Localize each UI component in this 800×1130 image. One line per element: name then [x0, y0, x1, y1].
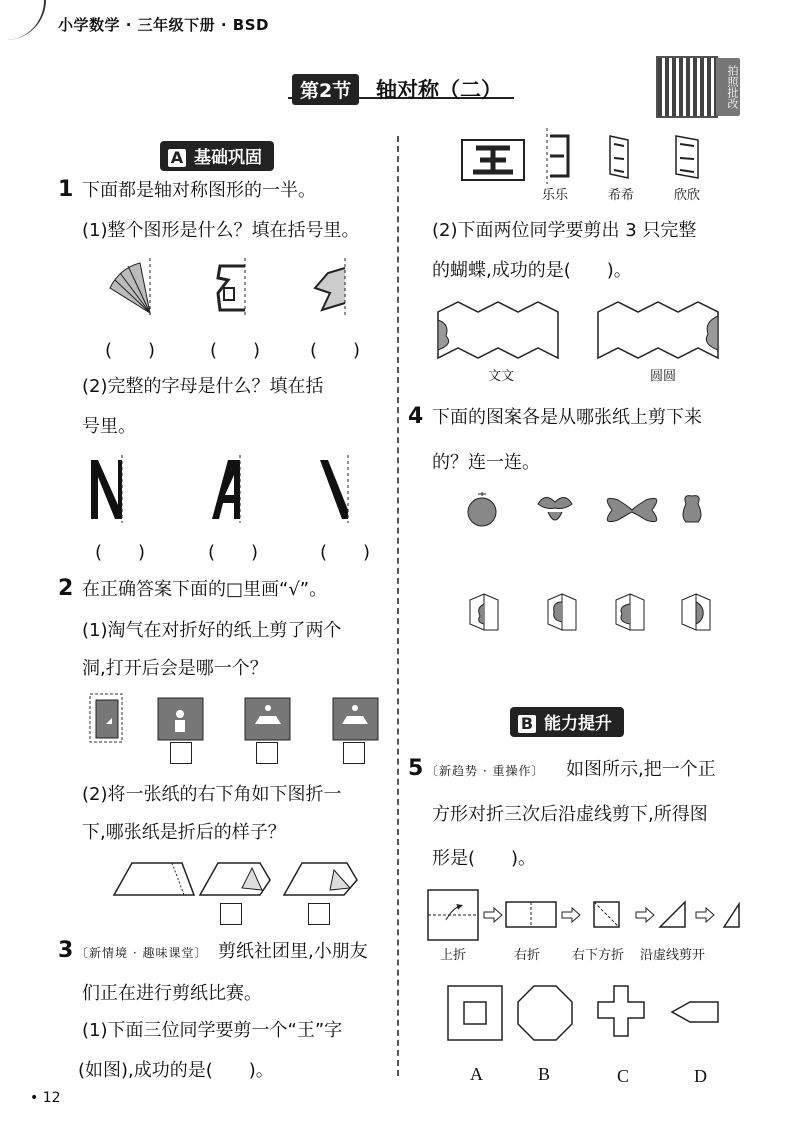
q5-option-b[interactable]: B	[538, 1064, 551, 1084]
q5-number: 5	[408, 756, 424, 781]
qr-code-icon[interactable]	[656, 56, 718, 118]
q5-text-line1: 如图所示,把一个正	[566, 759, 716, 780]
page-number: • 12	[30, 1090, 61, 1106]
q1-text: 下面都是轴对称图形的一半。	[82, 180, 316, 201]
q3-text-line1: 剪纸社团里,小朋友	[218, 941, 368, 962]
q3-part1-line1: (1)下面三位同学要剪一个“王”字	[82, 1020, 343, 1041]
q2-text: 在正确答案下面的□里画“√”。	[82, 579, 328, 600]
q2-checkbox-1[interactable]	[170, 742, 192, 764]
q3-tag: 〔新情境 · 趣味课堂〕	[76, 946, 208, 960]
qr-label: 拍照批改	[716, 58, 740, 116]
q5-folding-steps	[428, 890, 744, 942]
section-b-header	[510, 707, 624, 737]
q3-wang-figures	[458, 128, 728, 184]
page-title: 轴对称（二）	[376, 78, 502, 102]
q3-name-xixi: 希希	[608, 188, 635, 203]
q2-part1-line1: (1)淘气在对折好的纸上剪了两个	[82, 620, 342, 641]
q5-tag: 〔新趋势 · 重操作〕	[426, 764, 545, 778]
q5-step-3: 右下方折	[572, 948, 625, 963]
q3-part1-line2: (如图),成功的是( )。	[78, 1060, 274, 1081]
airplane-half-figure	[315, 258, 345, 318]
ship-half-figure	[218, 258, 245, 318]
q5-option-a[interactable]: A	[470, 1064, 483, 1084]
q1-part2-line1: (2)完整的字母是什么？填在括	[82, 376, 324, 397]
q5-option-c[interactable]: C	[617, 1066, 630, 1086]
q3-name-wenwen: 文文	[488, 369, 515, 384]
page-corner-decoration	[0, 0, 46, 40]
q5-step-4: 沿虚线剪开	[640, 948, 706, 963]
q1-half-figures	[100, 258, 390, 320]
q2b-checkbox-2[interactable]	[308, 903, 330, 925]
q3-part2-line2: 的蝴蝶,成功的是( )。	[432, 260, 632, 281]
section-a-title: 基础巩固	[194, 148, 262, 168]
letter-v-half	[320, 455, 348, 523]
q3-part2-line1: (2)下面两位同学要剪出 3 只完整	[432, 220, 697, 241]
q2-part2-line2: 下,哪张纸是折后的样子？	[82, 822, 286, 843]
q5-step-2: 右折	[514, 948, 541, 963]
q2-number: 2	[58, 576, 74, 601]
q1-letter-paren-2[interactable]: ( )	[208, 542, 259, 563]
q5-option-d[interactable]: D	[694, 1066, 707, 1086]
q2-part2-line1: (2)将一张纸的右下角如下图折一	[82, 784, 342, 805]
q5-answer-shapes	[446, 984, 726, 1044]
q5-text-line2: 方形对折三次后沿虚线剪下,所得图	[432, 804, 708, 825]
q5-text-line3: 形是( )。	[432, 848, 537, 869]
q1-part1: (1)整个图形是什么？填在括号里。	[82, 220, 360, 241]
section-b-title: 能力提升	[544, 714, 612, 734]
q3-text-line2: 们正在进行剪纸比赛。	[82, 983, 262, 1004]
q5-step-1: 上折	[440, 948, 467, 963]
q1-part2-line2: 号里。	[82, 416, 136, 437]
q2-part1-line2: 洞,打开后会是哪一个？	[82, 658, 268, 679]
q4-text-line2: 的？连一连。	[432, 452, 540, 473]
q1-answer-paren-3[interactable]: ( )	[310, 340, 361, 361]
section-number-badge: 第2节	[292, 74, 359, 105]
q3-name-xinxin: 欣欣	[674, 188, 701, 203]
q3-number: 3	[58, 938, 74, 963]
letter-n-half	[91, 455, 122, 523]
q1-letter-paren-1[interactable]: ( )	[95, 542, 146, 563]
section-a-header	[160, 141, 274, 171]
section-b-badge: B	[516, 713, 538, 735]
q2-folded-papers	[112, 860, 362, 900]
q1-answer-paren-2[interactable]: ( )	[210, 340, 261, 361]
section-a-badge: A	[166, 147, 188, 169]
q2-checkbox-3[interactable]	[343, 742, 365, 764]
q4-folded-papers	[466, 590, 716, 635]
q2b-checkbox-1[interactable]	[220, 903, 242, 925]
q4-cut-patterns	[460, 490, 720, 535]
q1-half-letters	[88, 455, 368, 525]
q2-hole-figures	[88, 692, 378, 744]
q1-number: 1	[58, 177, 74, 202]
fan-half-figure	[110, 258, 150, 318]
q3-name-yuanyuan: 圆圆	[650, 369, 677, 384]
letter-a-half	[212, 455, 240, 523]
q2-checkbox-2[interactable]	[256, 742, 278, 764]
q4-text-line1: 下面的图案各是从哪张纸上剪下来	[432, 407, 702, 428]
q3-name-lele: 乐乐	[542, 188, 569, 203]
q1-letter-paren-3[interactable]: ( )	[320, 542, 371, 563]
column-divider	[397, 136, 399, 1076]
q1-answer-paren-1[interactable]: ( )	[105, 340, 156, 361]
book-title: 小学数学 · 三年级下册 · BSD	[58, 16, 269, 34]
q3-butterfly-strips	[436, 300, 736, 362]
q4-number: 4	[408, 404, 424, 429]
